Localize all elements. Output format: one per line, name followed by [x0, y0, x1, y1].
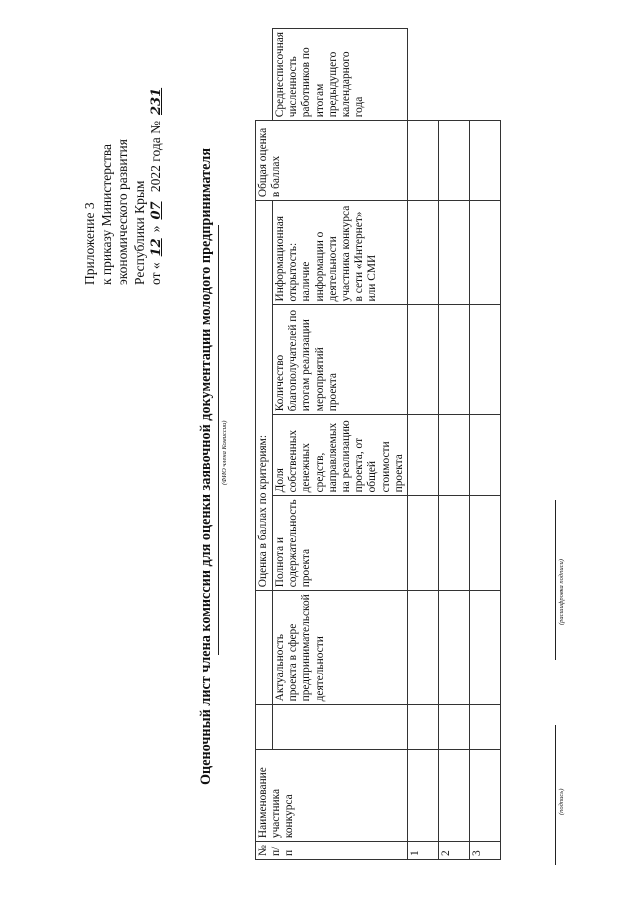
decoding-caption: (расшифровка подписи) [558, 559, 565, 625]
header-total: Общая оценка в баллах [256, 121, 408, 201]
appendix-line-3: экономического развития [115, 139, 131, 285]
criterion-2: Полнота и содержательность проекта [273, 496, 408, 591]
appendix-line-1: Приложение 3 [82, 202, 97, 285]
row-number: 3 [470, 842, 501, 860]
date-year: 2022 года № [148, 121, 164, 193]
fio-caption: (ФИО члена Комиссии) [221, 420, 228, 485]
criterion-1: Актуальность проекта в сфере предпринимательской деятельности [273, 591, 408, 705]
fio-line [218, 225, 219, 655]
page-title: Оценочный лист члена комиссии для оценки заявочной документации молодого предпринимателя [198, 147, 214, 785]
date-mid: » [148, 225, 164, 233]
header-name: Наименование участника конкурса [256, 749, 408, 841]
signature-line [555, 725, 556, 865]
table-row [408, 29, 439, 860]
row-number: 1 [408, 842, 439, 860]
criterion-6: Среднесписочная численность работников по итогам предыдущего календарного года [273, 29, 408, 121]
header-criteria-group: Оценка в баллах по критериям: [256, 201, 273, 591]
appendix-date-line [148, 25, 166, 285]
table-row [439, 29, 470, 860]
handwritten-number: 231 [149, 87, 165, 116]
appendix-block [82, 25, 166, 285]
row-number: 2 [439, 842, 470, 860]
table-row [470, 29, 501, 860]
criterion-5: Информационная открытость: наличие информации о деятельности участника конкурса в сети «Интернет» или СМИ [273, 201, 408, 305]
score-table [255, 28, 501, 860]
criterion-3: Доля собственных денежных средств, направляемых на реализацию проекта, от общей стоимости проекта [273, 415, 408, 496]
handwritten-day: 12 [149, 238, 165, 257]
date-prefix: от « [148, 262, 164, 285]
criterion-4: Количество благополучателей по итогам реализации мероприятий проекта [273, 305, 408, 415]
appendix-line-2: к приказу Министерства [98, 143, 114, 285]
signature-caption: (подпись) [558, 788, 565, 815]
handwritten-month: 07 [149, 201, 165, 220]
header-num: № п/ п [256, 842, 408, 860]
appendix-line-4: Республики Крым [131, 180, 147, 285]
decoding-line [555, 500, 556, 660]
